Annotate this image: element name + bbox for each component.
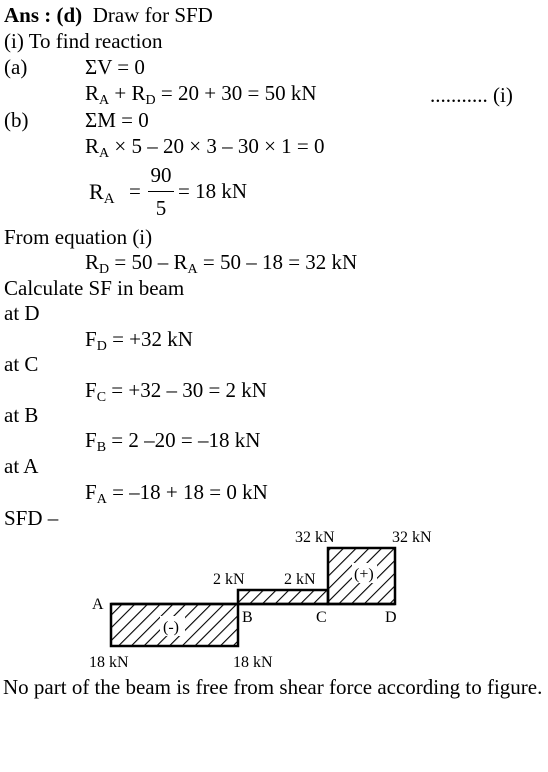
fraction-lhs: $R_A$ [89,179,115,207]
fraction-numerator: 90 [150,163,172,187]
step-b-equation: ΣM = 0 [85,108,149,132]
equation-ref: ........... (i) [430,83,513,107]
label-32kn-right: 32 kN [392,529,432,546]
fd-equation: $F_D = +32$ kN [85,327,193,354]
fa-equation: $F_A = -18 + 18 = 0$ kN [85,480,268,507]
at-d-label: at D [4,301,40,325]
fraction-equals: = [129,179,141,203]
label-2kn-right: 2 kN [284,571,316,588]
sum-v-equation: $R_A + R_D = 20 + 30 = 50$ kN [85,81,317,108]
label-18kn-left: 18 kN [89,654,129,671]
point-b: B [242,609,253,626]
sfd-label: SFD – [4,506,59,530]
point-a: A [92,596,104,613]
at-c-label: at C [4,352,39,376]
moment-equation: $R_A \times 5 - 20 \times 3 - 30 \times 1 = 0$ [85,134,325,161]
label-32kn-left: 32 kN [295,529,335,546]
answer-title: Draw for SFD [92,3,213,27]
fb-equation: $F_B = 2$ –20 = –18 kN [85,428,261,455]
point-d: D [385,609,397,626]
step-a-equation: ΣV = 0 [85,55,145,79]
at-a-label: at A [4,454,39,478]
small-positive-shear-region [238,590,328,604]
fraction-bar [148,191,174,192]
from-equation-line: From equation (i) [4,225,153,249]
point-c: C [316,609,327,626]
fraction-denominator: 5 [155,196,167,220]
step-a-label: (a) [4,55,28,79]
shear-force-diagram [0,515,548,675]
fc-equation: $F_C = +32 - 30 = 2$ kN [85,378,267,405]
at-b-label: at B [4,403,39,427]
fraction-equation [87,163,262,221]
answer-heading [4,3,213,27]
label-minus: (-) [163,619,179,636]
rd-equation: $R_D = 50 - R_A = 50 - 18 = 32$ kN [85,250,358,277]
label-2kn-left: 2 kN [213,571,245,588]
step-b-label: (b) [4,108,29,132]
conclusion-paragraph: No part of the beam is free from shear force according to figure. [3,675,543,699]
find-reaction-line: (i) To find reaction [4,29,163,53]
answer-prefix: Ans : (d) [4,3,83,27]
label-18kn-right: 18 kN [233,654,273,671]
calc-sf-line: Calculate SF in beam [4,276,185,300]
label-plus: (+) [354,566,374,583]
fraction-result: = 18 kN [178,179,248,203]
